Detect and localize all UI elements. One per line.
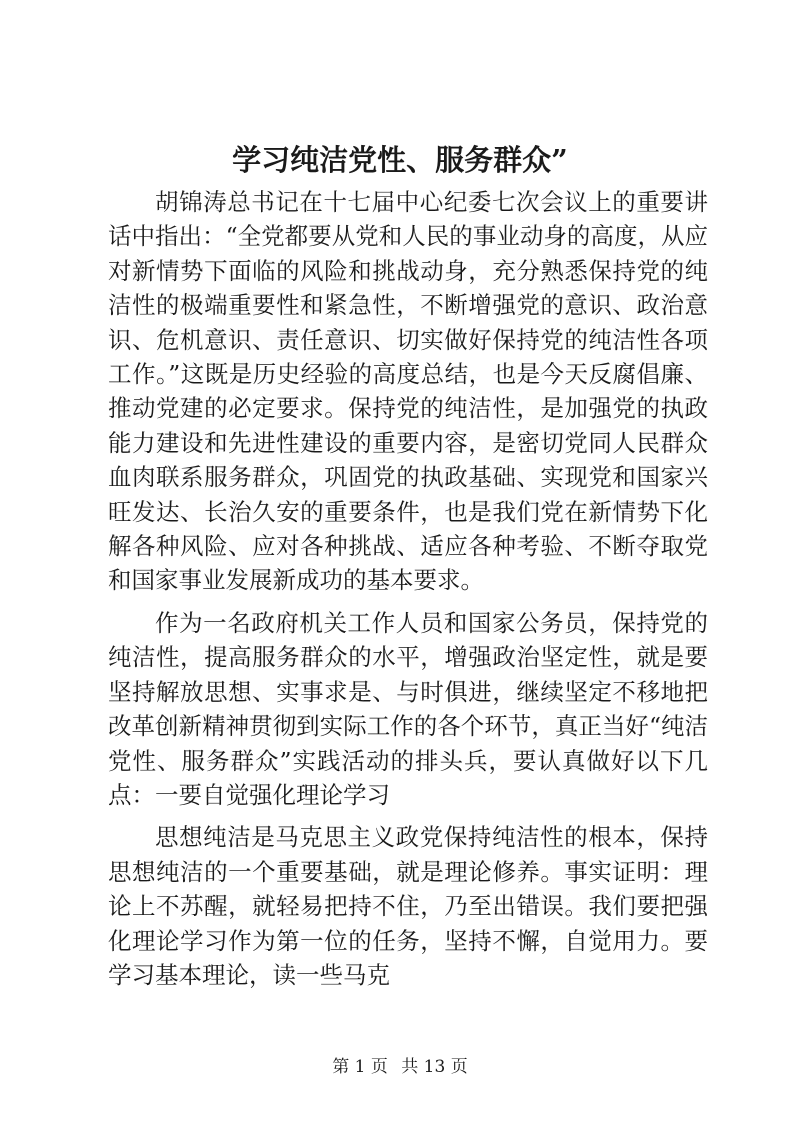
paragraph: 胡锦涛总书记在十七届中心纪委七次会议上的重要讲话中指出：“全党都要从党和人民的事业动身的高度，从应对新情势下面临的风险和挑战动身，充分熟悉保持党的纯洁性的极端重要性和紧急性，不断增强党的意识、政治意识、危机意识、责任意识、切实做好保持党的纯洁性各项工作。”这既是历史经验的高度总结，也是今天反腐倡廉、推动党建的必定要求。保持党的纯洁性，是加强党的执政能力建设和先进性建设的重要内容，是密切党同人民群众血肉联系服务群众，巩固党的执政基础、实现党和国家兴旺发达、长治久安的重要条件，也是我们党在新情势下化解各种风险、应对各种挑战、适应各种考验、不断夺取党和国家事业发展新成功的基本要求。 — [108, 188, 708, 595]
page-number: 第 1 页 — [332, 1057, 388, 1077]
document-title: 学习纯洁党性、服务群众” — [232, 143, 568, 177]
document-body — [108, 185, 708, 1000]
paragraph: 思想纯洁是马克思主义政党保持纯洁性的根本，保持思想纯洁的一个重要基础，就是理论修养。事实证明：理论上不苏醒，就轻易把持不住，乃至出错误。我们要把强化理论学习作为第一位的任务，坚持不懈，自觉用力。要学习基本理论，读一些马克 — [108, 823, 708, 989]
page-footer — [0, 1052, 800, 1077]
paragraph: 作为一名政府机关工作人员和国家公务员，保持党的纯洁性，提高服务群众的水平，增强政治坚定性，就是要坚持解放思想、实事求是、与时俱进，继续坚定不移地把改革创新精神贯彻到实际工作的各个环节，真正当好“纯洁党性、服务群众”实践活动的排头兵，要认真做好以下几点：一要自觉强化理论学习 — [108, 608, 708, 809]
page-total: 共 13 页 — [401, 1057, 468, 1077]
